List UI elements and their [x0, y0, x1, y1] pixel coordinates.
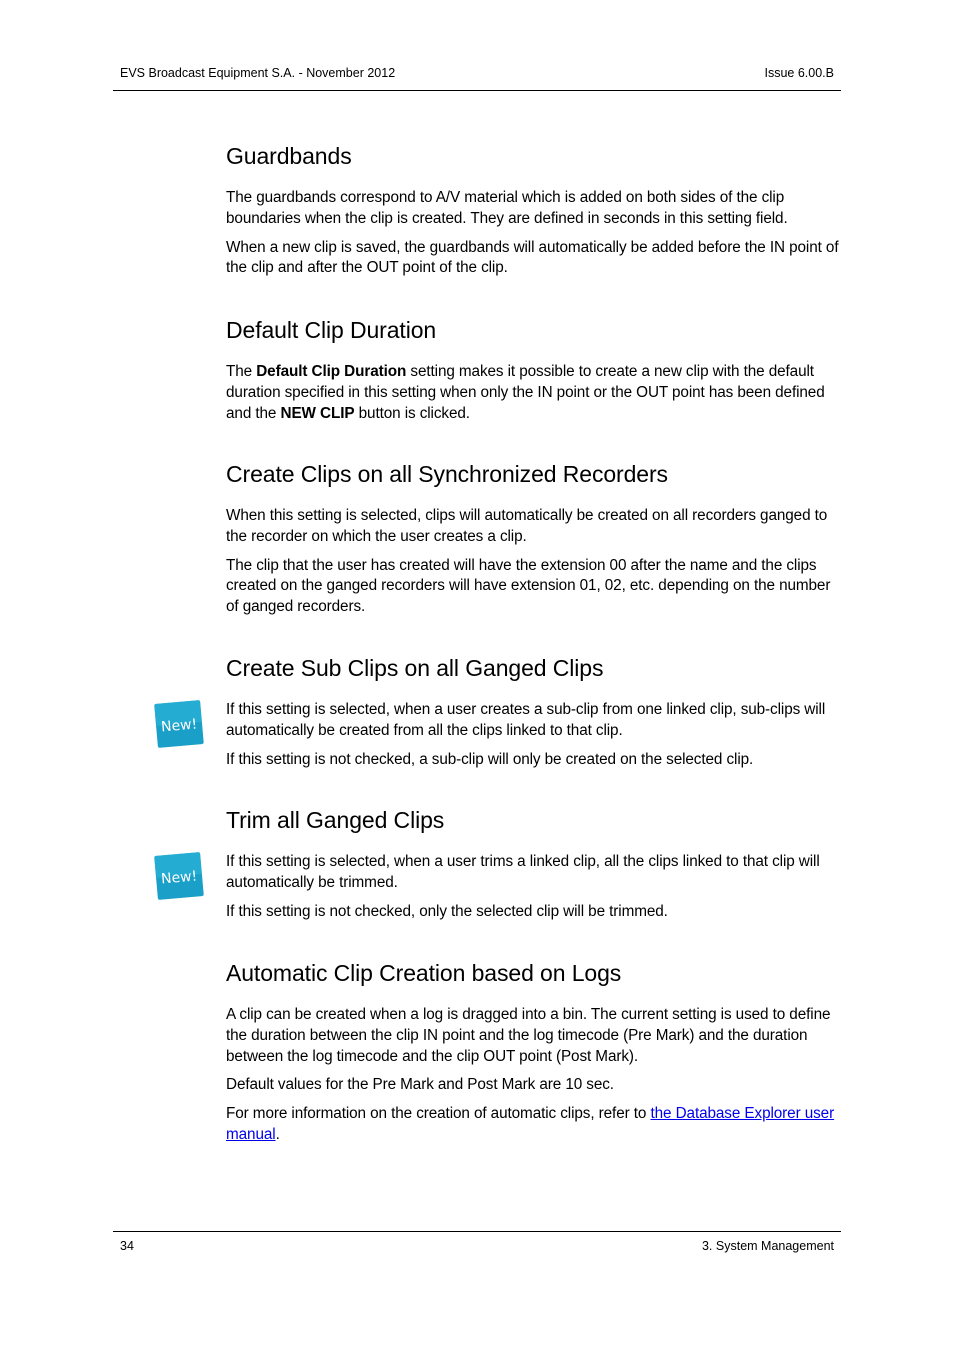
svg-text:New!: New!	[160, 716, 198, 736]
svg-text:New!: New!	[160, 868, 198, 888]
heading-guardbands: Guardbands	[226, 143, 352, 169]
new-badge-icon	[153, 851, 205, 901]
new-badge-icon	[153, 699, 205, 749]
page-footer	[113, 1231, 841, 1253]
header-publisher: EVS Broadcast Equipment S.A. - November 2012	[120, 66, 396, 80]
paragraph: If this setting is not checked, a sub-clip will only be created on the selected clip.	[226, 750, 754, 768]
database-explorer-manual-link[interactable]: the Database Explorer user manual	[226, 1105, 835, 1143]
paragraph: If this setting is selected, when a user trims a linked clip, all the clips linked to that clip will automatically be trimmed.	[226, 853, 820, 891]
heading-default-clip-duration: Default Clip Duration	[226, 317, 437, 343]
header-issue: Issue 6.00.B	[764, 66, 834, 80]
bold-button-name: NEW CLIP	[280, 404, 355, 422]
paragraph: Default values for the Pre Mark and Post Mark are 10 sec.	[226, 1076, 614, 1094]
heading-create-sub-clips: Create Sub Clips on all Ganged Clips	[226, 655, 604, 681]
bold-setting-name: Default Clip Duration	[256, 363, 407, 380]
heading-auto-clip-logs: Automatic Clip Creation based on Logs	[226, 960, 622, 986]
paragraph: If this setting is selected, when a user creates a sub-clip from one linked clip, sub-clips will automatically be created from all the clips linked to that clip.	[226, 701, 826, 739]
section-guardbands	[226, 142, 842, 279]
heading-create-clips-sync: Create Clips on all Synchronized Recorders	[226, 461, 668, 487]
section-trim-ganged	[226, 806, 842, 922]
section-create-sub-clips	[226, 654, 842, 770]
paragraph: The clip that the user has created will have the extension 00 after the name and the clips created on the ganged recorders will have extension 01, 02, etc. depending on the number of ganged recorders.	[226, 556, 831, 616]
paragraph: A clip can be created when a log is dragged into a bin. The current setting is used to define the duration between the clip IN point and the log timecode (Pre Mark) and the duration between the log timecode and the clip OUT point (Post Mark).	[226, 1006, 831, 1065]
paragraph: When a new clip is saved, the guardbands will automatically be added before the IN point of the clip and after the OUT point of the clip.	[226, 238, 839, 277]
paragraph: If this setting is not checked, only the selected clip will be trimmed.	[226, 902, 668, 920]
section-default-clip-duration	[226, 316, 842, 424]
heading-trim-ganged: Trim all Ganged Clips	[226, 807, 445, 833]
paragraph: The Default Clip Duration setting makes it possible to create a new clip with the default duration specified in this setting when only the IN point or the OUT point has been defined and the NEW CLIP button is clicked.	[226, 363, 825, 422]
section-create-clips-sync	[226, 460, 842, 618]
section-auto-clip-logs	[226, 959, 842, 1146]
page-header	[113, 62, 841, 91]
paragraph: For more information on the creation of automatic clips, refer to the Database Explorer user manual.	[226, 1105, 835, 1143]
footer-page-number: 34	[120, 1239, 134, 1253]
paragraph: The guardbands correspond to A/V material which is added on both sides of the clip boundaries when the clip is created. They are defined in seconds in this setting field.	[226, 189, 788, 227]
footer-chapter: 3. System Management	[701, 1239, 834, 1253]
paragraph: When this setting is selected, clips will automatically be created on all recorders ganged to the recorder on which the user creates a clip.	[226, 507, 828, 545]
